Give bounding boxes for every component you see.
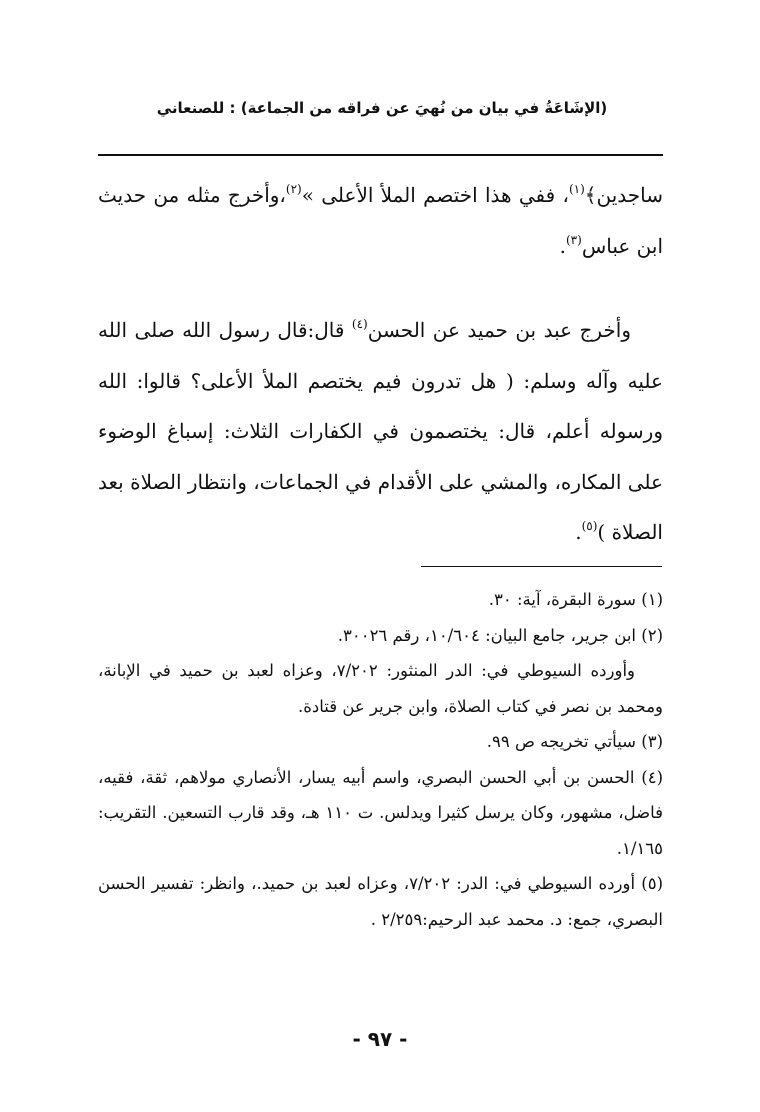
running-header [98, 96, 666, 120]
paragraph-1 [98, 170, 663, 271]
page-number: - ٩٧ - [352, 1027, 408, 1051]
paragraph-spacer [98, 271, 663, 305]
footnote-5: (٥) أورده السيوطي في: الدر: ٧/٢٠٢، وعزاه لعبد بن حميد.، وانظر: تفسير الحسن البصري، جمع: د. محمد عبد الرحيم:٢/٢٥٩ . [98, 874, 663, 929]
running-header-title: (الإشَاعَةُ في بيان من نُهيَ عن فراقه من الجماعة) : للصنعاني [156, 99, 608, 117]
paragraph-2-part-c: . [575, 520, 582, 544]
paragraph-1-part-c: ،وأخرج مثله من حديث ابن عباس [98, 183, 663, 258]
footnote-1: (١) سورة البقرة، آية: ٣٠. [488, 590, 663, 609]
footnote-3: (٣) سيأتي تخريجه ص ٩٩. [486, 732, 663, 751]
footnote-ref-1: (١) [568, 182, 585, 196]
footnote-ref-2: (٢) [285, 182, 302, 196]
paragraph-2-part-a: وأخرج عبد بن حميد عن الحسن [367, 318, 632, 342]
header-rule [98, 154, 663, 156]
paragraph-1-part-d: . [559, 233, 566, 258]
paragraph-1-part-a: ساجدين﴾ [584, 183, 663, 207]
paragraph-2-part-b: قال:قال رسول الله صلى الله عليه وآله وسلم: ( هل تدرون فيم يختصم الملأ الأعلى؟ قالوا: الله ورسوله أعلم، قال: يختصمون في الكفارات الثلاث: إسباغ الوضوء على المكاره، والمشي على الأقدام في الجماعات، وانتظار الصلاة بعد الصلاة ) [98, 318, 663, 544]
footnote-2-continuation: وأورده السيوطي في: الدر المنثور: ٧/٢٠٢، وعزاه لعبد بن حميد في الإبانة، ومحمد بن نصر في كتاب الصلاة، وابن جرير عن قتادة. [98, 661, 663, 716]
paragraph-2 [98, 305, 663, 558]
paragraph-1-part-b: ، ففي هذا اختصم الملأ الأعلى » [301, 183, 569, 207]
footnote-ref-3: (٣) [565, 232, 582, 247]
footnotes [98, 582, 663, 937]
footnote-separator [421, 566, 662, 567]
footnote-2: (٢) ابن جرير، جامع البيان: ١٠/٦٠٤، رقم ٣٠٠٢٦. [337, 625, 663, 645]
footnote-ref-5: (٥) [581, 519, 598, 533]
footnote-ref-4: (٤) [351, 317, 368, 331]
footnote-4: (٤) الحسن بن أبي الحسن البصري، واسم أبيه يسار، الأنصاري مولاهم، ثقة، فقيه، فاضل، مشهور، وكان يرسل كثيرا ويدلس. ت ١١٠ هـ، وقد قارب التسعين. التقريب: ١/١٦٥. [98, 767, 663, 858]
main-text [98, 170, 663, 558]
